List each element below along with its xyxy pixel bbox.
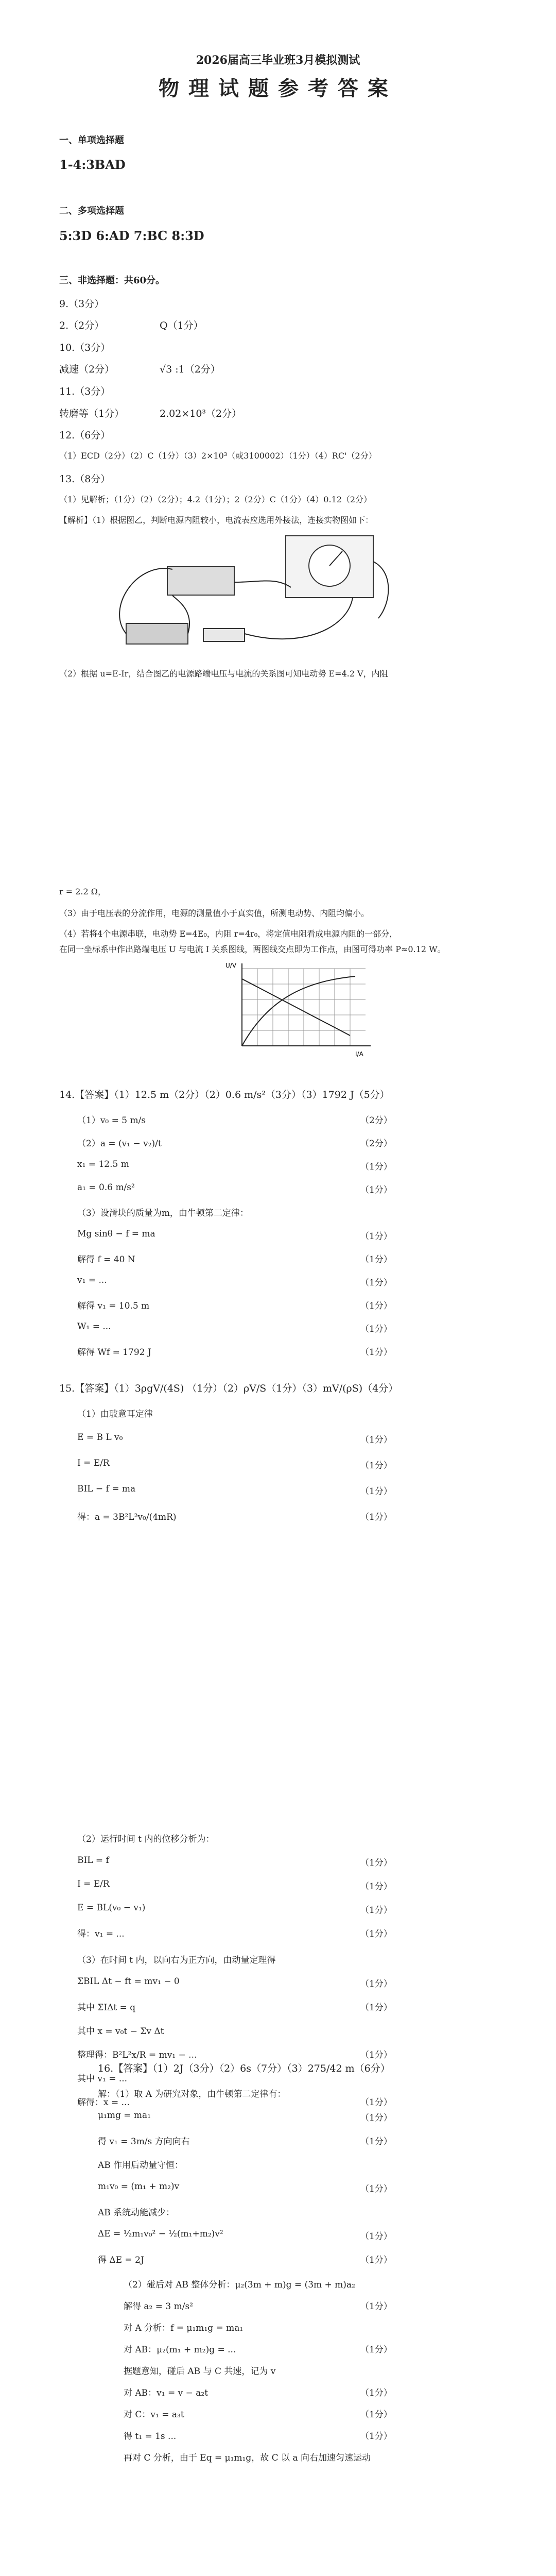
step-score: （1分） xyxy=(360,1858,392,1868)
multiple-choice-answers: 5:3D 6:AD 7:BC 8:3D xyxy=(59,228,204,243)
solution-step: （1）由玻意耳定律 xyxy=(77,1409,153,1419)
solution-step: 解得 Wf = 1792 J xyxy=(77,1347,151,1358)
step-score: （1分） xyxy=(360,1231,392,1242)
solution-step: （3）设滑块的质量为m，由牛顿第二定律： xyxy=(77,1208,249,1218)
graph-y-label: U/V xyxy=(225,962,237,969)
step-score: （1分） xyxy=(360,1347,392,1358)
single-choice-answers: 1-4:3BAD xyxy=(59,157,126,172)
q16-answer: 16.【答案】（1）2J（3分）（2）6s（7分）（3）275/42 m（6分） xyxy=(98,2063,390,2074)
step-score: （1分） xyxy=(360,2345,392,2355)
step-score: （1分） xyxy=(360,2255,392,2265)
solution-step: 得 v₁ = 3m/s 方向向右 xyxy=(98,2137,190,2147)
section-single-choice-title: 一、单项选择题 xyxy=(59,135,124,146)
step-score: （1分） xyxy=(360,1301,392,1311)
section-multiple-choice-title: 二、多项选择题 xyxy=(59,206,124,216)
step-score: （1分） xyxy=(360,2431,392,2442)
step-score: （1分） xyxy=(360,2410,392,2420)
q11-label: 11.（3分） xyxy=(59,386,111,397)
solution-step: 其中 v₁ = ... xyxy=(77,2074,128,2084)
q13-formula: r = 2.2 Ω， xyxy=(59,887,107,896)
q13-part3: （3）由于电压表的分流作用，电源的测量值小于真实值，所测电动势、内阻均偏小。 xyxy=(59,908,370,918)
q15-answer: 15.【答案】（1）3ρgV/(4S) （1分）（2）ρV/S（1分）（3）mV/(ρS)（4分） xyxy=(59,1383,398,1394)
step-score: （1分） xyxy=(360,1185,392,1195)
solution-step: 对 AB：μ₂(m₁ + m₂)g = ... xyxy=(124,2345,236,2355)
solution-step: 对 A 分析：f = μ₁m₁g = ma₁ xyxy=(124,2323,244,2333)
step-score: （1分） xyxy=(360,2388,392,2398)
step-score: （1分） xyxy=(360,2137,392,2147)
solution-step: Mg sinθ − f = ma xyxy=(77,1229,155,1239)
solution-step: ΣBIL Δt − ft = mv₁ − 0 xyxy=(77,1976,180,1987)
q12-label: 12.（6分） xyxy=(59,430,111,441)
step-score: （1分） xyxy=(360,1162,392,1172)
q10-label: 10.（3分） xyxy=(59,342,111,353)
step-score: （1分） xyxy=(360,1905,392,1916)
solution-step: ΔE = ½m₁v₀² − ½(m₁+m₂)v² xyxy=(98,2229,223,2239)
q10-answer-b: √3 :1（2分） xyxy=(160,364,220,375)
solution-step: v₁ = ... xyxy=(77,1275,107,1285)
step-score: （1分） xyxy=(360,1461,392,1471)
answer-key-title: 物理试题参考答案 xyxy=(159,76,397,100)
solution-step: （2）a = (v₁ − v₂)/t xyxy=(77,1139,162,1149)
q12-answer: （1）ECD（2分）（2）C（1分）（3）2×10³（或3100002）（1分）（4）RC'（2分） xyxy=(59,451,377,461)
step-score: （1分） xyxy=(360,1512,392,1522)
step-score: （1分） xyxy=(360,2097,392,2108)
solution-step: a₁ = 0.6 m/s² xyxy=(77,1182,135,1193)
q14-answer: 14.【答案】（1）12.5 m（2分）（2）0.6 m/s²（3分）（3）1792 J（5分） xyxy=(59,1089,390,1100)
bulb-curve xyxy=(242,976,355,1046)
exam-title: 2026届高三毕业班3月模拟测试 xyxy=(196,54,360,67)
solution-step: I = E/R xyxy=(77,1458,110,1468)
section-nonchoice-title: 三、非选择题：共60分。 xyxy=(59,275,165,286)
solution-step: BIL − f = ma xyxy=(77,1484,136,1494)
solution-step: 再对 C 分析，由于 Eq = μ₁m₁g，故 C 以 a 向右加速匀速运动 xyxy=(124,2453,371,2463)
graph-x-label: I/A xyxy=(355,1050,363,1058)
solution-step: E = B L v₀ xyxy=(77,1432,123,1443)
q13-analysis: 【解析】（1）根据图乙，判断电源内阻较小，电流表应选用外接法，连接实物图如下： xyxy=(59,515,374,525)
step-score: （1分） xyxy=(360,1979,392,1989)
solution-step: AB 系统动能减少： xyxy=(98,2208,175,2218)
battery-pack xyxy=(126,623,188,644)
circuit-diagram xyxy=(106,531,394,659)
solution-step: 据题意知，碰后 AB 与 C 共速，记为 v xyxy=(124,2366,276,2377)
solution-step: （3）在时间 t 内，以向右为正方向，由动量定理得 xyxy=(77,1955,276,1965)
source-line xyxy=(242,979,350,1036)
solution-step: E = BL(v₀ − v₁) xyxy=(77,1903,146,1913)
solution-step: 解得：x = ... xyxy=(77,2097,130,2108)
ammeter-box xyxy=(167,567,234,595)
q13-label: 13.（8分） xyxy=(59,473,111,485)
solution-step: 解得 a₂ = 3 m/s² xyxy=(124,2301,194,2312)
q11-answer-a: 转磨等（1分） xyxy=(59,408,125,419)
solution-step: 解：（1）取 A 为研究对象，由牛顿第二定律有： xyxy=(98,2089,286,2099)
q10-answer-a: 减速（2分） xyxy=(59,364,115,375)
q13-part2: （2）根据 u=E-Ir，结合图乙的电源路端电压与电流的关系图可知电动势 E=4.2 V，内阻 xyxy=(59,669,388,679)
step-score: （1分） xyxy=(360,2301,392,2312)
solution-step: x₁ = 12.5 m xyxy=(77,1159,129,1170)
q13-part4b: 在同一坐标系中作出路端电压 U 与电流 I 关系图线，两图线交点即为工作点，由图可得功率 P≈0.12 W。 xyxy=(59,944,446,954)
step-score: （1分） xyxy=(360,1882,392,1892)
solution-step: 得：a = 3B²L²v₀/(4mR) xyxy=(77,1512,177,1522)
u-i-graph xyxy=(221,958,376,1061)
solution-step: 对 AB：v₁ = v − a₂t xyxy=(124,2388,208,2398)
step-score: （1分） xyxy=(360,1278,392,1288)
solution-step: AB 作用后动量守恒： xyxy=(98,2160,184,2171)
solution-step: m₁v₀ = (m₁ + m₂)v xyxy=(98,2181,180,2192)
solution-step: 整理得：B²L²x/R = mv₁ − ... xyxy=(77,2050,197,2060)
step-score: （1分） xyxy=(360,1929,392,1939)
solution-step: 解得 v₁ = 10.5 m xyxy=(77,1301,150,1311)
step-score: （1分） xyxy=(360,2113,392,2123)
solution-step: 得 ΔE = 2J xyxy=(98,2255,144,2265)
q9-label: 9.（3分） xyxy=(59,298,105,310)
q13-answer: （1）见解析；（1分）（2）（2分）；4.2（1分）；2（2分）C（1分）（4）0.12（2分） xyxy=(59,495,372,504)
q13-part4: （4）若将4个电源串联，电动势 E=4E₀，内阻 r=4r₀，将定值电阻看成电源内阻的一部分， xyxy=(59,929,398,939)
solution-step: I = E/R xyxy=(77,1879,110,1889)
q11-answer-b: 2.02×10³（2分） xyxy=(160,408,242,419)
step-score: （1分） xyxy=(360,1486,392,1497)
solution-step: 对 C：v₁ = a₃t xyxy=(124,2410,184,2420)
solution-step: 其中 x = v₀t − Σv Δt xyxy=(77,2026,164,2037)
solution-step: 其中 ΣIΔt = q xyxy=(77,2003,136,2013)
step-score: （1分） xyxy=(360,2184,392,2194)
step-score: （2分） xyxy=(360,1115,392,1126)
step-score: （1分） xyxy=(360,2050,392,2060)
solution-step: （2）碰后对 AB 整体分析：μ₂(3m + m)g = (3m + m)a₂ xyxy=(124,2280,355,2290)
step-score: （1分） xyxy=(360,2003,392,2013)
solution-step: 解得 f = 40 N xyxy=(77,1255,135,1265)
q9-answer-a: 2.（2分） xyxy=(59,320,105,331)
solution-step: 得：v₁ = ... xyxy=(77,1929,125,1939)
step-score: （2分） xyxy=(360,1139,392,1149)
switch xyxy=(203,629,245,641)
solution-step: 得 t₁ = 1s ... xyxy=(124,2431,177,2442)
step-score: （1分） xyxy=(360,1435,392,1445)
step-score: （1分） xyxy=(360,1255,392,1265)
solution-step: （1）v₀ = 5 m/s xyxy=(77,1115,146,1126)
q9-answer-b: Q（1分） xyxy=(160,320,203,331)
step-score: （1分） xyxy=(360,2231,392,2242)
solution-step: （2）运行时间 t 内的位移分析为： xyxy=(77,1834,215,1844)
step-score: （1分） xyxy=(360,1324,392,1334)
solution-step: BIL = f xyxy=(77,1855,109,1866)
solution-step: μ₁mg = ma₁ xyxy=(98,2110,151,2121)
solution-step: W₁ = ... xyxy=(77,1321,111,1332)
